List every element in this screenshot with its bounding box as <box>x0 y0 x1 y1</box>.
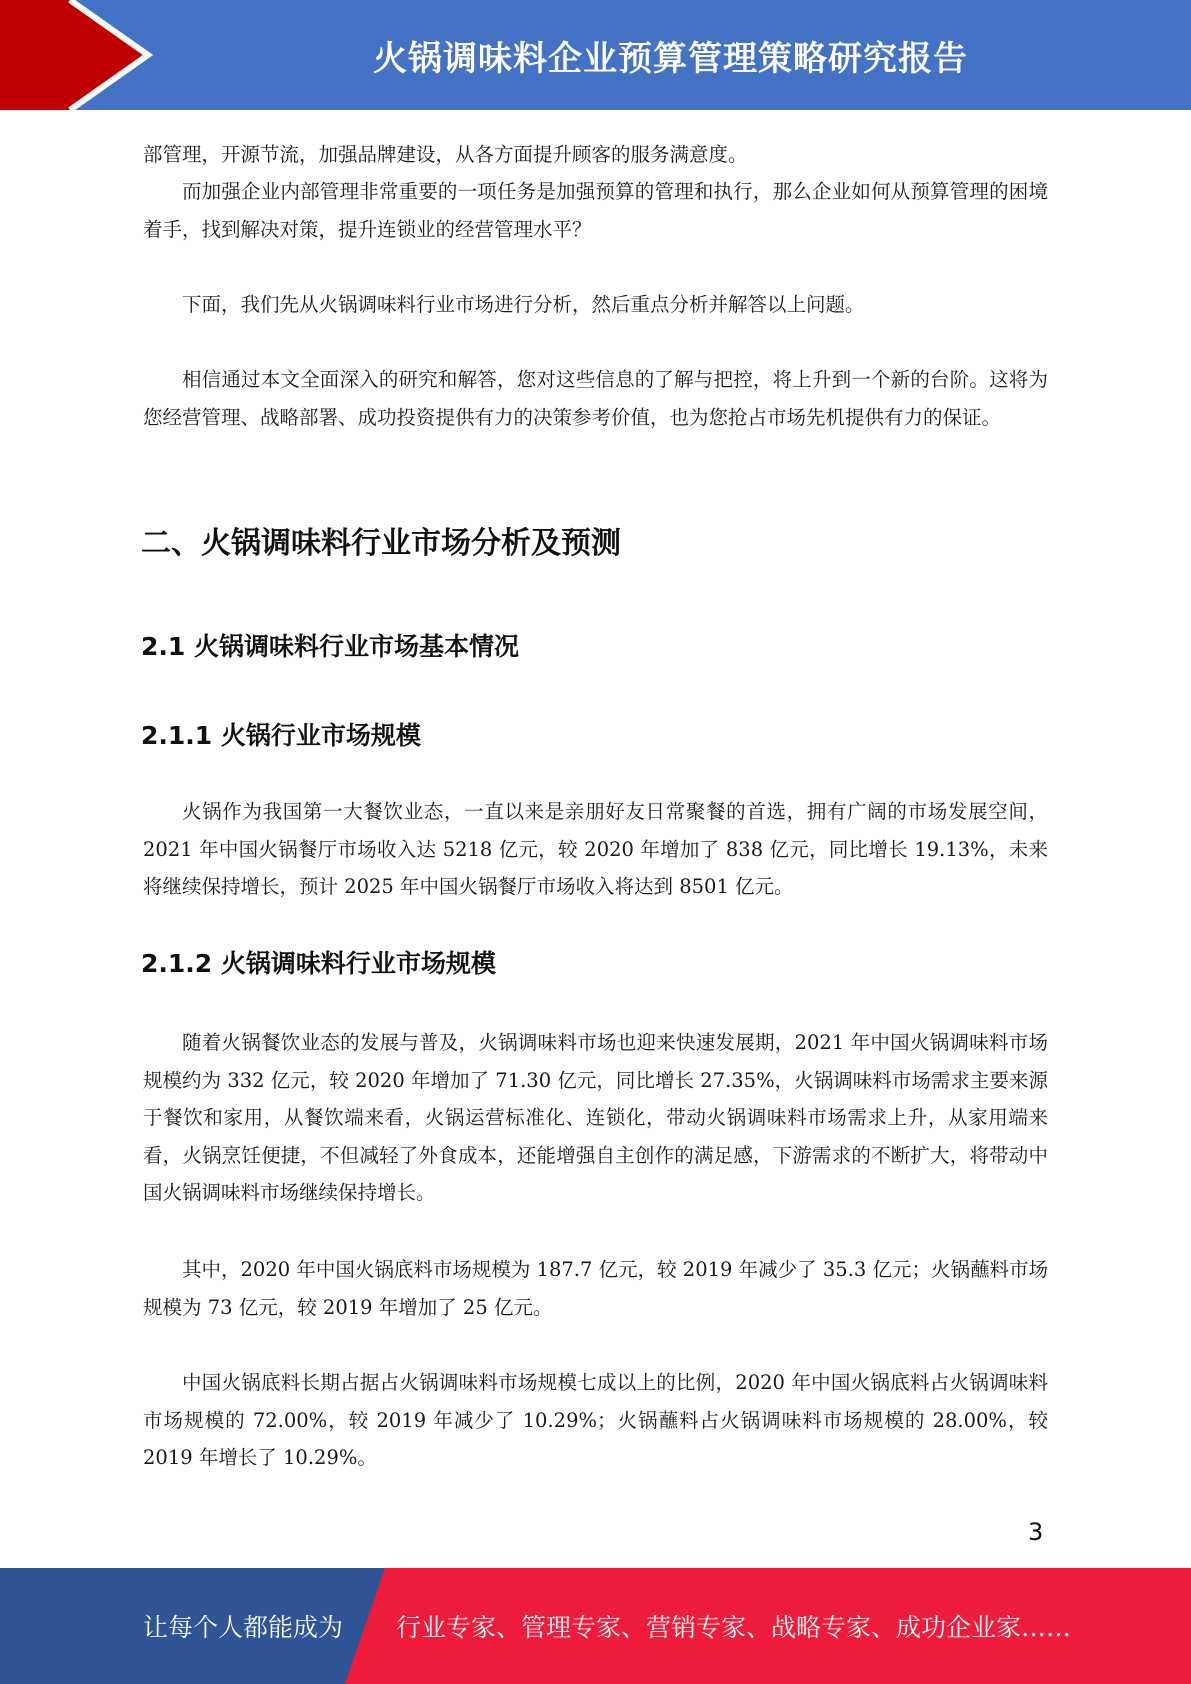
paragraph: 部管理，开源节流，加强品牌建设，从各方面提升顾客的服务满意度。 <box>143 143 748 166</box>
footer-slogan-left: 让每个人都能成为 <box>143 1613 344 1642</box>
page-header <box>0 0 1191 110</box>
paragraph: 相信通过本文全面深入的研究和解答，您对这些信息的了解与把控，将上升到一个新的台阶。这将为您经营管理、战略部署、成功投资提供有力的决策参考价值，也为您抢占市场先机提供有力的保证。 <box>143 368 1048 429</box>
subsection-heading: 2.1 火锅调味料行业市场基本情况 <box>141 632 519 661</box>
page-number: 3 <box>1028 1518 1044 1546</box>
subsection-heading: 2.1.1 火锅行业市场规模 <box>141 721 421 750</box>
page-footer <box>0 1568 1191 1684</box>
subsection-heading: 2.1.2 火锅调味料行业市场规模 <box>141 949 496 978</box>
paragraph: 下面，我们先从火锅调味料行业市场进行分析，然后重点分析并解答以上问题。 <box>182 293 865 316</box>
paragraph: 而加强企业内部管理非常重要的一项任务是加强预算的管理和执行，那么企业如何从预算管理的困境着手，找到解决对策，提升连锁业的经营管理水平？ <box>143 180 1048 241</box>
paragraph: 随着火锅餐饮业态的发展与普及，火锅调味料市场也迎来快速发展期，2021 年中国火锅调味料市场规模约为 332 亿元，较 2020 年增加了 71.30 亿元，同比增长 27.35%，火锅调味料市场需求主要来源于餐饮和家用，从餐饮端来看，火锅运营标准化、连锁化，带动火锅调味料市场需求上升，从家用端来看，火锅烹饪便捷，不但减轻了外食成本，还能增强自主创作的满足感，下游需求的不断扩大，将带动中国火锅调味料市场继续保持增长。 <box>143 1031 1048 1204</box>
paragraph: 中国火锅底料长期占据占火锅调味料市场规模七成以上的比例，2020 年中国火锅底料占火锅调味料市场规模的 72.00%，较 2019 年减少了 10.29%；火锅蘸料占火锅调味料市场规模的 28.00%，较 2019 年增长了 10.29%。 <box>143 1371 1048 1469</box>
section-heading: 二、火锅调味料行业市场分析及预测 <box>141 526 621 561</box>
header-title: 火锅调味料企业预算管理策略研究报告 <box>373 38 968 79</box>
paragraph: 火锅作为我国第一大餐饮业态，一直以来是亲朋好友日常聚餐的首选，拥有广阔的市场发展空间，2021 年中国火锅餐厅市场收入达 5218 亿元，较 2020 年增加了 838 亿元，同比增长 19.13%，未来将继续保持增长，预计 2025 年中国火锅餐厅市场收入将达到 8501 亿元。 <box>143 800 1048 898</box>
footer-slogan-right: 行业专家、管理专家、营销专家、战略专家、成功企业家…… <box>396 1613 1072 1642</box>
paragraph: 其中，2020 年中国火锅底料市场规模为 187.7 亿元，较 2019 年减少了 35.3 亿元；火锅蘸料市场规模为 73 亿元，较 2019 年增加了 25 亿元。 <box>143 1258 1048 1319</box>
